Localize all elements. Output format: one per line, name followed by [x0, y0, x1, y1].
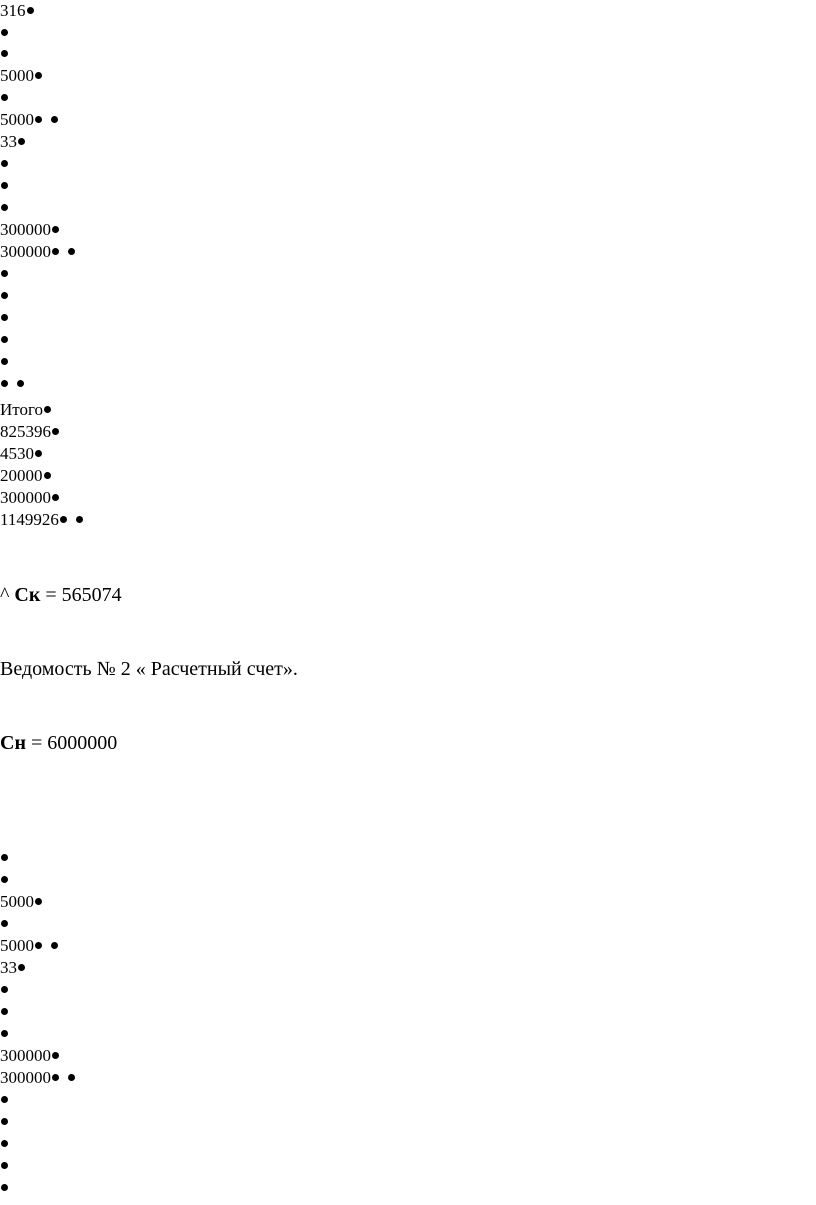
bullet-icon: [18, 964, 25, 971]
bullet-icon: [17, 380, 24, 387]
row-empty: [0, 1089, 8, 1111]
row-empty: [0, 913, 8, 935]
bullet-icon: [1, 1162, 8, 1169]
opening-balance: [0, 729, 117, 757]
bullet-icon: [68, 1074, 75, 1081]
equals-sign: =: [30, 732, 43, 754]
bullet-icon: [27, 7, 34, 14]
row-300000: [0, 487, 59, 509]
bullet-icon: [35, 942, 42, 949]
row-5000: [0, 891, 42, 913]
row-33: [0, 957, 25, 979]
row-empty: [0, 22, 8, 44]
row-value: 300000: [0, 220, 51, 239]
statement-heading: Ведомость № 2 « Расчетный счет».: [0, 658, 298, 680]
row-total-label: [0, 399, 51, 421]
row-value: 300000: [0, 242, 51, 261]
row-empty: [0, 87, 8, 109]
row-empty: [0, 175, 8, 197]
opening-balance-label: Сн: [0, 732, 26, 754]
row-value: 5000: [0, 892, 34, 911]
bullet-icon: [1, 160, 8, 167]
caret-symbol: ^: [0, 584, 10, 606]
row-empty: [0, 153, 8, 175]
bullet-icon: [1, 336, 8, 343]
bullet-icon: [1, 270, 8, 277]
row-value: 5000: [0, 66, 34, 85]
row-20000: [0, 465, 51, 487]
equals-sign: =: [45, 584, 57, 606]
bullet-icon: [1, 380, 8, 387]
bullet-icon: [35, 116, 42, 123]
bullet-icon: [18, 138, 25, 145]
closing-balance-label: Ск: [14, 584, 41, 606]
bullet-icon: [1, 1096, 8, 1103]
closing-balance: [0, 581, 122, 609]
row-empty: [0, 351, 8, 373]
total-label: Итого: [0, 400, 44, 419]
bullet-icon: [52, 226, 59, 233]
bullet-icon: [1, 94, 8, 101]
bullet-icon: [52, 248, 59, 255]
row-316: [0, 0, 34, 22]
bullet-icon: [44, 472, 51, 479]
row-300000: [0, 219, 59, 241]
row-value: 4530: [0, 444, 34, 463]
bullet-icon: [44, 406, 51, 413]
row-empty: [0, 869, 8, 891]
bullet-icon: [1, 1184, 8, 1191]
row-empty: [0, 1133, 8, 1155]
bullet-icon: [1, 986, 8, 993]
row-300000-double: [0, 1067, 75, 1089]
row-value: 300000: [0, 1046, 51, 1065]
bullet-icon: [1, 876, 8, 883]
bullet-icon: [76, 516, 83, 523]
bullet-icon: [35, 450, 42, 457]
row-empty: [0, 285, 8, 307]
row-33: [0, 131, 25, 153]
row-empty: [0, 307, 8, 329]
row-empty: [0, 1001, 8, 1023]
row-empty: [0, 263, 8, 285]
row-value: 300000: [0, 1068, 51, 1087]
row-value: 5000: [0, 936, 34, 955]
bullet-icon: [1, 292, 8, 299]
row-empty: [0, 197, 8, 219]
bullet-icon: [1, 204, 8, 211]
row-300000: [0, 1045, 59, 1067]
row-4530: [0, 443, 42, 465]
bullet-icon: [1, 29, 8, 36]
row-empty: [0, 847, 8, 869]
row-value: 33: [0, 958, 17, 977]
row-value: 20000: [0, 466, 43, 485]
opening-balance-value: 6000000: [47, 732, 118, 754]
bullet-icon: [1, 182, 8, 189]
bullet-icon: [68, 248, 75, 255]
bullet-icon: [52, 428, 59, 435]
bullet-icon: [1, 854, 8, 861]
row-value: 5000: [0, 110, 34, 129]
row-value: 33: [0, 132, 17, 151]
bullet-icon: [51, 116, 58, 123]
row-empty-double: [0, 373, 24, 395]
bullet-icon: [52, 1052, 59, 1059]
bullet-icon: [1, 50, 8, 57]
bullet-icon: [52, 494, 59, 501]
row-empty: [0, 329, 8, 351]
closing-balance-value: 565074: [61, 584, 122, 606]
bullet-icon: [1, 358, 8, 365]
row-value: 825396: [0, 422, 51, 441]
row-empty: [0, 979, 8, 1001]
row-empty: [0, 43, 8, 65]
bullet-icon: [1, 1030, 8, 1037]
row-value: 1149926: [0, 510, 59, 529]
bullet-icon: [35, 72, 42, 79]
row-empty: [0, 1023, 8, 1045]
row-empty: [0, 1155, 8, 1177]
row-300000-double: [0, 241, 75, 263]
bullet-icon: [60, 516, 67, 523]
row-value: 316: [0, 1, 26, 20]
bullet-icon: [1, 1118, 8, 1125]
row-value: 300000: [0, 488, 51, 507]
bullet-icon: [1, 314, 8, 321]
row-empty: [0, 1111, 8, 1133]
bullet-icon: [1, 920, 8, 927]
row-5000: [0, 65, 42, 87]
bullet-icon: [1, 1140, 8, 1147]
row-5000-double: [0, 109, 58, 131]
bullet-icon: [51, 942, 58, 949]
row-825396: [0, 421, 59, 443]
row-5000-double: [0, 935, 58, 957]
bullet-icon: [52, 1074, 59, 1081]
bullet-icon: [35, 898, 42, 905]
bullet-icon: [1, 1008, 8, 1015]
row-empty: [0, 1177, 8, 1199]
row-1149926: [0, 509, 83, 531]
